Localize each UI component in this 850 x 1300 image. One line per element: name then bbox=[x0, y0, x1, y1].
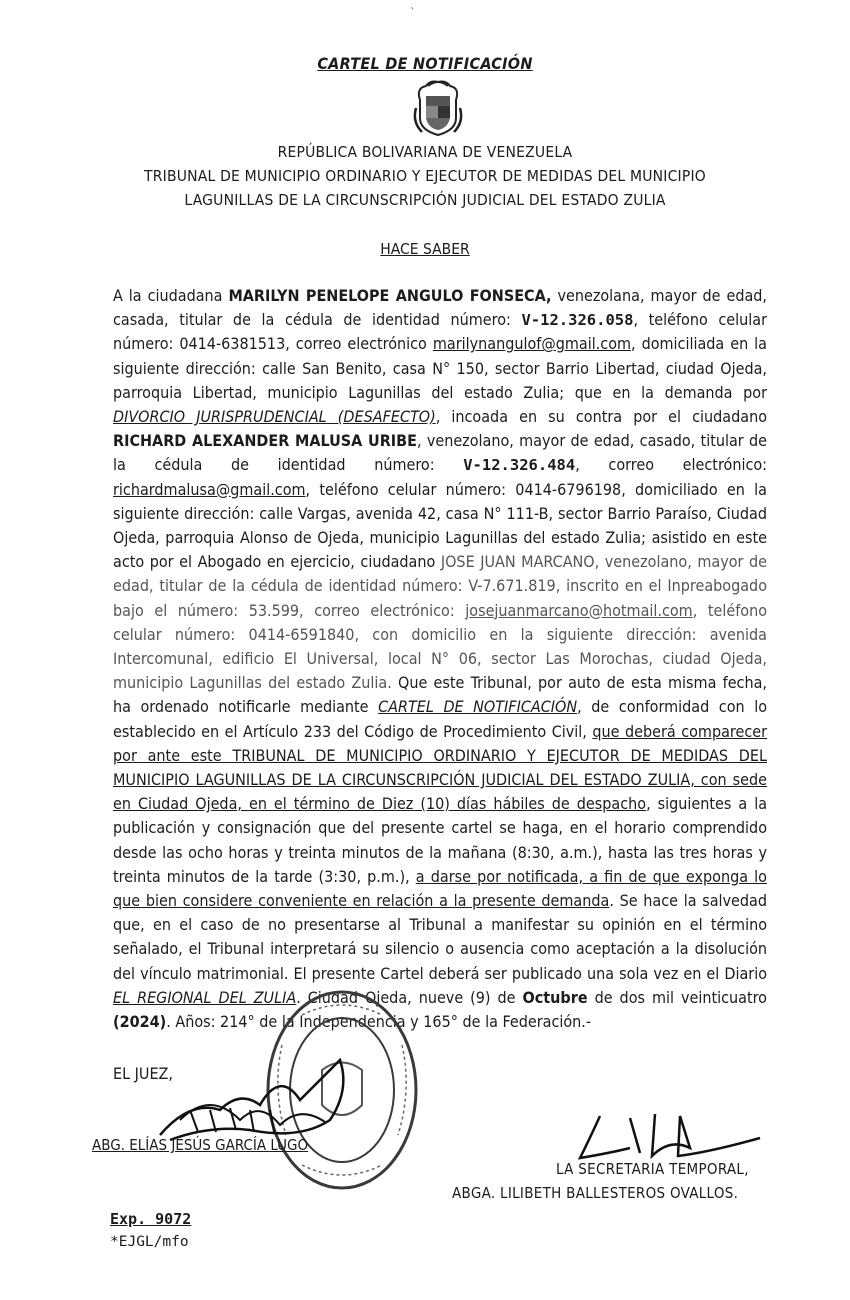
body-text: , teléfono celular número: 0414-6381513, correo electrónico bbox=[113, 310, 768, 354]
defendant-name: MARILYN PENELOPE ANGULO FONSECA, bbox=[228, 286, 552, 305]
plaintiff-email: richardmalusa@gmail.com bbox=[113, 479, 306, 499]
case-file-number: Exp. 9072 bbox=[110, 1210, 192, 1228]
author-initials: *EJGL/mfo bbox=[110, 1234, 189, 1250]
header-republic: REPÚBLICA BOLIVARIANA DE VENEZUELA bbox=[277, 143, 573, 161]
scan-speck: ` bbox=[410, 6, 416, 20]
body-text: A la ciudadana bbox=[113, 286, 229, 305]
body-text: . Ciudad Ojeda, nueve (9) de bbox=[296, 987, 523, 1007]
lawsuit-type: DIVORCIO JURISPRUDENCIAL (DESAFECTO) bbox=[113, 407, 436, 427]
header-circunscripcion: LAGUNILLAS DE LA CIRCUNSCRIPCIÓN JUDICIAL DEL ESTADO ZULIA bbox=[184, 191, 666, 209]
header-tribunal: TRIBUNAL DE MUNICIPIO ORDINARIO Y EJECUTOR DE MEDIDAS DEL MUNICIPIO bbox=[144, 167, 706, 185]
coat-of-arms-icon bbox=[412, 78, 464, 138]
judge-name: ABG. ELÍAS JESÚS GARCÍA LUGO bbox=[92, 1136, 309, 1154]
body-text: . Años: 214° de la Independencia y 165° de la Federación.- bbox=[166, 1012, 592, 1032]
lawyer-name: JOSE JUAN MARCANO bbox=[440, 552, 595, 572]
hace-saber-heading: HACE SABER bbox=[380, 240, 470, 258]
body-text: . Se hace la salvedad que, en el caso de no presentarse al Tribunal a manifestar su opinión en el término señalado, el Tribunal interpretará su silencio o ausencia como aceptación a la disolución del vínculo matrimonial. El presente Cartel deberá ser publicado una sola vez en el Diario bbox=[113, 891, 768, 983]
body-text: de dos mil veinticuatro bbox=[587, 987, 767, 1007]
body-text: , de conformidad con lo establecido en el Artículo 233 del Código de Procedimiento Civil, bbox=[113, 697, 767, 741]
judge-signature-icon bbox=[150, 1050, 410, 1150]
cartel-reference: CARTEL DE NOTIFICACIÓN bbox=[378, 697, 578, 717]
date-year: (2024) bbox=[113, 1012, 167, 1032]
body-text: , venezolano, mayor de edad, casado, titular de la cédula de identidad número: bbox=[113, 431, 767, 475]
secretary-signature-icon bbox=[570, 1108, 770, 1168]
date-month: Octubre bbox=[522, 987, 588, 1007]
body-text: , teléfono celular número: 0414-6796198, domiciliado en la siguiente dirección: calle Vargas, avenida 42, casa N° 111-B, sector Barrio Paraíso, Ciudad Ojeda, parroquia Alonso de Ojeda, municipio Lagunillas del estado Zulia; asistido en este acto por el Abogado en ejercicio, ciudadano bbox=[113, 479, 767, 572]
plaintiff-id: V-12.326.484 bbox=[463, 456, 576, 475]
body-text: , correo electrónico: bbox=[575, 455, 768, 475]
body-text: , siguientes a la publicación y consignación que del presente cartel se haga, en el horario comprendido desde las ocho horas y treinta minutos de la mañana (8:30, a.m.), hasta las tres horas y treinta minutos de la tarde (3:30, p.m.), bbox=[113, 794, 768, 886]
body-text: venezolana, mayor de edad, casada, titular de la cédula de identidad número: bbox=[113, 286, 768, 330]
body-text: , venezolano, mayor de edad, titular de la cédula de identidad número: V-7.671.819, inscrito en el Inpreabogado bajo el número: 53.599, correo electrónico: bbox=[113, 552, 768, 620]
body-text: , domiciliada en la siguiente dirección: calle San Benito, casa N° 150, sector Barrio Libertad, ciudad Ojeda, parroquia Libertad, municipio Lagunillas del estado Zulia; que en la demanda por bbox=[113, 334, 768, 402]
secretary-label: LA SECRETARIA TEMPORAL, bbox=[556, 1160, 749, 1178]
body-text: , teléfono celular número: 0414-6591840, con domicilio en la siguiente dirección: avenida Intercomunal, edificio El Universal, local N° 06, sector Las Morochas, ciudad Ojeda, municipio Lagunillas del estado Zulia. bbox=[113, 600, 768, 693]
judge-label: EL JUEZ, bbox=[113, 1064, 173, 1083]
body-text: , incoada en su contra por el ciudadano bbox=[435, 407, 767, 427]
notification-purpose: a darse por notificada, a fin de que exponga lo que bien considere conveniente en relación a la presente demanda bbox=[113, 866, 767, 911]
secretary-name: ABGA. LILIBETH BALLESTEROS OVALLOS. bbox=[452, 1184, 739, 1202]
newspaper-name: EL REGIONAL DEL ZULIA bbox=[113, 987, 297, 1007]
notification-body bbox=[113, 284, 767, 1034]
lawyer-email: josejuanmarcano@hotmail.com bbox=[465, 600, 693, 620]
defendant-id: V-12.326.058 bbox=[521, 311, 634, 330]
plaintiff-name: RICHARD ALEXANDER MALUSA URIBE bbox=[113, 431, 417, 451]
body-text: Que este Tribunal, por auto de esta misma fecha, ha ordenado notificarle mediante bbox=[113, 673, 767, 717]
appearance-order: que deberá comparecer por ante este TRIBUNAL DE MUNICIPIO ORDINARIO Y EJECUTOR DE MEDIDAS DEL MUNICIPIO LAGUNILLAS DE LA CIRCUNSCRIPCIÓN JUDICIAL DEL ESTADO ZULIA, con sede en Ciudad Ojeda, en el término de Diez (10) días hábiles de despacho bbox=[113, 721, 768, 814]
document-title: CARTEL DE NOTIFICACIÓN bbox=[317, 54, 533, 73]
defendant-email: marilynangulof@gmail.com bbox=[432, 334, 632, 354]
